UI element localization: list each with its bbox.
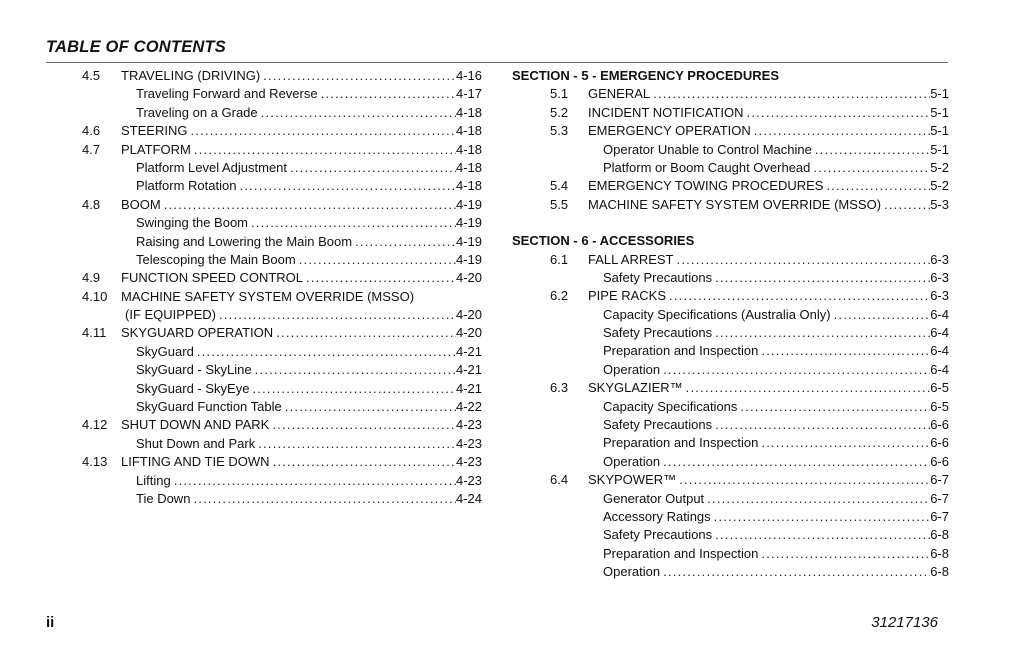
toc-entry-page: 4-21 — [455, 362, 482, 378]
dot-leader — [236, 177, 456, 195]
toc-entry-title: INCIDENT NOTIFICATION — [588, 104, 744, 120]
toc-entry-page: 4-18 — [455, 141, 482, 157]
toc-entry[interactable] — [512, 104, 949, 122]
dot-leader — [712, 324, 930, 342]
dot-leader — [751, 122, 930, 140]
toc-entry-title: Tie Down — [136, 490, 191, 506]
toc-entry-title: Traveling Forward and Reverse — [136, 86, 318, 102]
dot-leader — [216, 306, 456, 324]
dot-leader — [296, 251, 456, 269]
toc-entry-number: 5.3 — [550, 123, 569, 139]
dot-leader — [758, 434, 930, 452]
dot-leader — [712, 526, 930, 544]
toc-entry-page: 6-7 — [930, 490, 949, 506]
toc-entry-number: 4.12 — [82, 417, 108, 433]
toc-entry-title: Safety Precautions — [603, 325, 713, 341]
toc-entry-title: Safety Precautions — [603, 417, 713, 433]
dot-leader — [823, 177, 930, 195]
toc-entry[interactable] — [82, 306, 482, 324]
toc-entry-page: 6-6 — [930, 435, 949, 451]
toc-entry[interactable] — [512, 361, 949, 379]
toc-entry-title: Preparation and Inspection — [603, 545, 759, 561]
dot-leader — [273, 324, 456, 342]
toc-entry[interactable] — [512, 251, 949, 269]
dot-leader — [258, 104, 456, 122]
toc-entry-page: 6-4 — [930, 361, 949, 377]
toc-entry-page: 6-6 — [930, 453, 949, 469]
toc-entry[interactable] — [512, 545, 949, 563]
toc-entry[interactable] — [82, 398, 482, 416]
toc-entry-title: Safety Precautions — [603, 527, 713, 543]
toc-entry-title: Generator Output — [603, 490, 705, 506]
toc-entry-title: Swinging the Boom — [136, 215, 249, 231]
toc-entry-title: Shut Down and Park — [136, 435, 256, 451]
dot-leader — [352, 233, 456, 251]
toc-entry-title: Preparation and Inspection — [603, 435, 759, 451]
toc-entry[interactable] — [82, 159, 482, 177]
toc-entry-title: TRAVELING (DRIVING) — [121, 68, 261, 83]
toc-entry[interactable] — [82, 196, 482, 214]
toc-entry-number: 4.10 — [82, 288, 108, 304]
toc-entry-page: 6-4 — [930, 306, 949, 322]
toc-entry[interactable] — [512, 196, 949, 214]
toc-entry-title: BOOM — [121, 196, 161, 212]
toc-entry-title: LIFTING AND TIE DOWN — [121, 454, 270, 470]
dot-leader — [287, 159, 456, 177]
dot-leader — [744, 104, 931, 122]
toc-entry-page: 6-6 — [930, 417, 949, 433]
toc-entry[interactable] — [82, 380, 482, 398]
dot-leader — [190, 490, 456, 508]
toc-entry[interactable] — [82, 343, 482, 361]
toc-entry-title: SKYGLAZIER™ — [588, 380, 683, 396]
toc-entry[interactable] — [512, 379, 949, 397]
toc-entry-title: Platform Level Adjustment — [136, 159, 288, 175]
dot-leader — [303, 269, 456, 287]
dot-leader — [660, 453, 930, 471]
dot-leader — [318, 85, 456, 103]
toc-entry-title: GENERAL — [588, 86, 651, 102]
toc-entry[interactable] — [512, 526, 949, 544]
toc-entry-page: 5-2 — [930, 178, 949, 194]
toc-entry[interactable] — [512, 269, 949, 287]
toc-entry-number: 6.2 — [550, 288, 569, 304]
dot-leader — [171, 472, 456, 490]
toc-entry-number: 5.5 — [550, 196, 569, 212]
dot-leader — [711, 508, 931, 526]
toc-entry-title: Accessory Ratings — [603, 508, 711, 524]
dot-leader — [758, 342, 930, 360]
section-spacer — [512, 214, 949, 232]
dot-leader — [248, 214, 456, 232]
toc-entry[interactable] — [82, 141, 482, 159]
dot-leader — [812, 141, 930, 159]
dot-leader — [831, 306, 931, 324]
dot-leader — [666, 287, 930, 305]
toc-entry-number: 4.13 — [82, 454, 108, 470]
dot-leader — [683, 379, 931, 397]
dot-leader — [191, 141, 456, 159]
dot-leader — [260, 67, 456, 85]
toc-entry-title: PLATFORM — [121, 141, 191, 157]
toc-entry-title: (IF EQUIPPED) — [125, 307, 217, 323]
toc-entry-title: SkyGuard Function Table — [136, 399, 282, 415]
toc-entry-number: 5.4 — [550, 178, 569, 194]
section-heading: SECTION - 5 - EMERGENCY PROCEDURES — [512, 68, 780, 83]
toc-entry-number: 6.3 — [550, 380, 569, 396]
toc-entry[interactable] — [512, 490, 949, 508]
toc-entry-title: STEERING — [121, 123, 188, 139]
dot-leader — [249, 380, 456, 398]
header-rule — [46, 62, 948, 63]
toc-entry-title: SHUT DOWN AND PARK — [121, 417, 270, 433]
toc-entry[interactable] — [512, 342, 949, 360]
toc-entry-page: 4-18 — [455, 178, 482, 194]
toc-entry[interactable] — [82, 251, 482, 269]
toc-entry[interactable] — [512, 508, 949, 526]
toc-entry-page: 6-7 — [930, 508, 949, 524]
toc-entry-page: 4-17 — [455, 86, 482, 102]
toc-entry-page: 4-23 — [455, 417, 482, 433]
toc-entry-title: SkyGuard - SkyEye — [136, 380, 250, 396]
dot-leader — [269, 416, 456, 434]
toc-entry-number: 4.8 — [82, 196, 101, 212]
toc-entry-title: Capacity Specifications — [603, 398, 738, 414]
toc-entry[interactable] — [82, 85, 482, 103]
toc-entry[interactable] — [82, 490, 482, 508]
dot-leader — [252, 361, 456, 379]
toc-entry-page: 6-3 — [930, 251, 949, 267]
toc-entry-page: 6-3 — [930, 288, 949, 304]
toc-entry-page: 4-18 — [455, 159, 482, 175]
dot-leader — [758, 545, 930, 563]
toc-entry-title: Traveling on a Grade — [136, 104, 258, 120]
toc-entry[interactable] — [512, 122, 949, 140]
toc-entry-title: Platform or Boom Caught Overhead — [603, 159, 811, 175]
toc-entry-page: 4-18 — [455, 104, 482, 120]
toc-entry[interactable] — [82, 177, 482, 195]
toc-entry-number: 4.5 — [82, 68, 101, 83]
toc-entry[interactable] — [82, 104, 482, 122]
toc-entry-title: EMERGENCY OPERATION — [588, 123, 751, 139]
toc-entry[interactable] — [512, 434, 949, 452]
dot-leader — [660, 563, 930, 581]
toc-entry[interactable] — [82, 361, 482, 379]
toc-entry-page: 6-5 — [930, 380, 949, 396]
toc-entry-number: 5.2 — [550, 104, 569, 120]
dot-leader — [255, 435, 456, 453]
toc-entry-title: Preparation and Inspection — [603, 343, 759, 359]
toc-entry[interactable] — [512, 306, 949, 324]
toc-entry-title: Platform Rotation — [136, 178, 237, 194]
toc-entry-page: 6-8 — [930, 545, 949, 561]
toc-entry-number: 4.7 — [82, 141, 101, 157]
toc-entry-page: 6-7 — [930, 472, 949, 488]
toc-entry[interactable] — [82, 67, 482, 85]
toc-entry-page: 6-5 — [930, 398, 949, 414]
toc-entry-title: Operator Unable to Control Machine — [603, 141, 812, 157]
toc-entry-page: 4-24 — [455, 490, 482, 506]
toc-entry-page: 6-4 — [930, 343, 949, 359]
toc-entry-number: 6.4 — [550, 472, 569, 488]
toc-entry-title: Operation — [603, 453, 661, 469]
toc-entry-title: SKYPOWER™ — [588, 472, 677, 488]
toc-entry-page: 4-18 — [455, 123, 482, 139]
toc-entry-title: MACHINE SAFETY SYSTEM OVERRIDE (MSSO) — [121, 288, 415, 304]
toc-entry-page: 4-19 — [455, 233, 482, 249]
toc-entry-page: 4-22 — [455, 399, 482, 415]
toc-entry-page: 5-1 — [930, 86, 949, 102]
toc-entry-page: 6-8 — [930, 564, 949, 580]
toc-entry-page: 6-3 — [930, 269, 949, 285]
toc-entry-page: 4-16 — [455, 68, 482, 83]
toc-entry-number: 4.6 — [82, 123, 101, 139]
dot-leader — [650, 85, 930, 103]
toc-entry-page: 5-1 — [930, 123, 949, 139]
toc-entry-number: 4.11 — [82, 325, 107, 341]
toc-entry-page: 4-23 — [455, 435, 482, 451]
page-number: ii — [46, 614, 55, 631]
toc-entry-title: SKYGUARD OPERATION — [121, 325, 274, 341]
toc-entry[interactable] — [82, 324, 482, 342]
toc-left-column — [82, 67, 482, 508]
toc-entry-title: Safety Precautions — [603, 269, 713, 285]
toc-right-column — [512, 67, 949, 582]
toc-entry-page: 4-20 — [455, 307, 482, 323]
toc-entry-page: 4-20 — [455, 270, 482, 286]
toc-entry-page: 4-23 — [455, 472, 482, 488]
page-title: TABLE OF CONTENTS — [46, 38, 227, 56]
toc-entry[interactable] — [512, 398, 949, 416]
dot-leader — [712, 416, 930, 434]
toc-entry-title: SkyGuard - SkyLine — [136, 362, 252, 378]
dot-leader — [676, 471, 930, 489]
toc-entry-page: 4-23 — [455, 454, 482, 470]
toc-entry-page: 5-2 — [930, 159, 949, 175]
toc-entry-title: FALL ARREST — [588, 251, 674, 267]
toc-entry[interactable] — [82, 214, 482, 232]
toc-entry[interactable] — [512, 471, 949, 489]
toc-entry-title: Telescoping the Main Boom — [136, 251, 296, 267]
toc-entry[interactable] — [512, 324, 949, 342]
toc-entry-title: SkyGuard — [136, 343, 194, 359]
toc-entry[interactable] — [512, 563, 949, 581]
dot-leader — [704, 490, 930, 508]
toc-entry-page: 5-1 — [930, 104, 949, 120]
toc-entry-title: Raising and Lowering the Main Boom — [136, 233, 353, 249]
toc-entry-title: Capacity Specifications (Australia Only) — [603, 306, 831, 322]
toc-entry-number: 4.9 — [82, 270, 101, 286]
toc-entry-title: EMERGENCY TOWING PROCEDURES — [588, 178, 824, 194]
toc-entry-title: Lifting — [136, 472, 171, 488]
document-number: 31217136 — [871, 614, 938, 631]
toc-entry-page: 6-8 — [930, 527, 949, 543]
toc-entry[interactable] — [512, 141, 949, 159]
toc-entry-page: 6-4 — [930, 325, 949, 341]
toc-entry-page: 4-21 — [455, 343, 482, 359]
toc-entry[interactable] — [512, 416, 949, 434]
toc-entry[interactable] — [82, 435, 482, 453]
toc-entry-page: 5-3 — [930, 196, 949, 212]
dot-leader — [194, 343, 456, 361]
toc-entry[interactable] — [512, 453, 949, 471]
toc-entry[interactable] — [82, 453, 482, 471]
toc-entry-page: 5-1 — [930, 141, 949, 157]
dot-leader — [161, 196, 456, 214]
dot-leader — [187, 122, 456, 140]
toc-entry[interactable] — [82, 416, 482, 434]
toc-entry-page: 4-19 — [455, 251, 482, 267]
toc-entry[interactable] — [82, 233, 482, 251]
dot-leader — [810, 159, 930, 177]
toc-entry-page: 4-21 — [455, 380, 482, 396]
toc-entry-title: MACHINE SAFETY SYSTEM OVERRIDE (MSSO) — [588, 196, 882, 212]
toc-entry-page: 4-19 — [455, 196, 482, 212]
dot-leader — [881, 196, 930, 214]
dot-leader — [270, 453, 456, 471]
toc-entry[interactable] — [82, 269, 482, 287]
toc-entry-title: Operation — [603, 564, 661, 580]
dot-leader — [712, 269, 930, 287]
dot-leader — [282, 398, 456, 416]
toc-entry[interactable] — [82, 288, 482, 306]
toc-entry-title: PIPE RACKS — [588, 288, 667, 304]
toc-entry[interactable] — [512, 159, 949, 177]
dot-leader — [737, 398, 930, 416]
toc-entry-page: 4-20 — [455, 325, 482, 341]
dot-leader — [660, 361, 930, 379]
toc-entry-number: 6.1 — [550, 251, 569, 267]
toc-entry[interactable] — [82, 472, 482, 490]
toc-entry-page: 4-19 — [455, 215, 482, 231]
dot-leader — [674, 251, 931, 269]
toc-entry[interactable] — [512, 287, 949, 305]
toc-entry[interactable] — [512, 85, 949, 103]
toc-entry-title: FUNCTION SPEED CONTROL — [121, 270, 304, 286]
toc-entry[interactable] — [82, 122, 482, 140]
toc-entry[interactable] — [512, 177, 949, 195]
toc-entry-number: 5.1 — [550, 86, 569, 102]
section-heading: SECTION - 6 - ACCESSORIES — [512, 233, 695, 249]
toc-entry-title: Operation — [603, 361, 661, 377]
